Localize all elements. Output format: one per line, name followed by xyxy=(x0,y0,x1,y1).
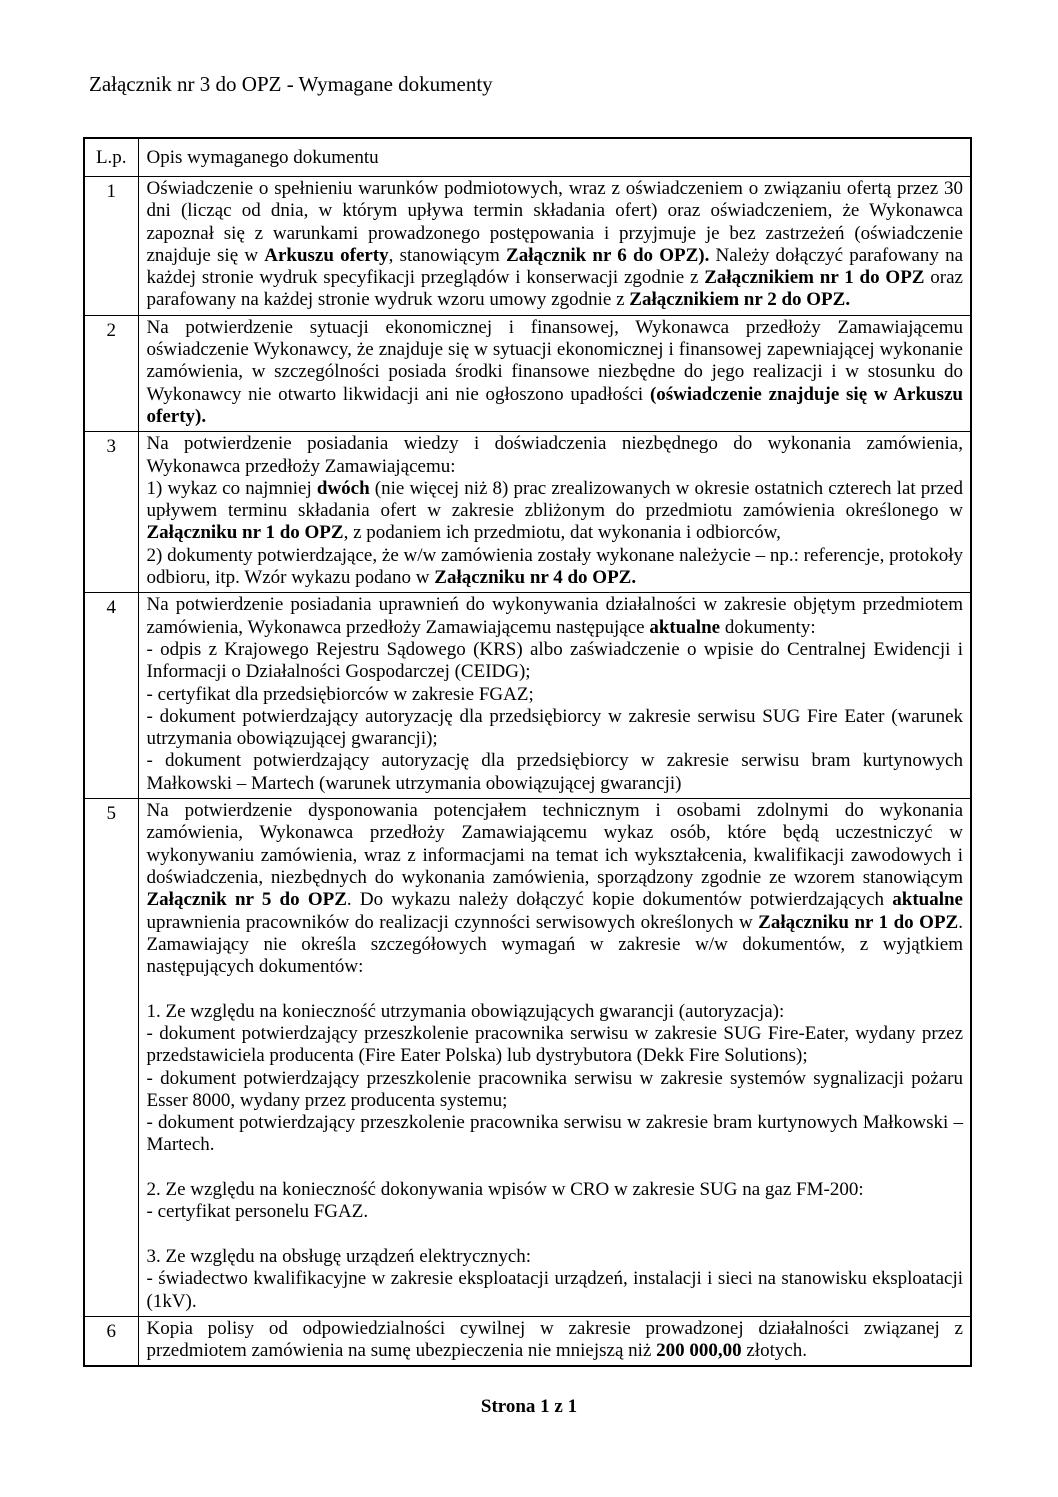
row-description xyxy=(138,593,971,799)
description-paragraph: Na potwierdzenie posiadania uprawnień do wykonywania działalności w zakresie objętym przedmiotem zamówienia, Wykonawca przedłoży Zamawiającemu następujące aktualne dokumenty: xyxy=(146,594,963,638)
blank-line xyxy=(147,1157,964,1179)
description-paragraph: Na potwierdzenie dysponowania potencjałem technicznym i osobami zdolnymi do wykonania zamówienia, Wykonawca przedłoży Zamawiającemu wykaz osób, które będą uczestniczyć w wykonywaniu zamówienia, wraz z informacjami na temat ich wykształcenia, kwalifikacji zawodowych i doświadczenia, niezbędnych do wykonania zamówienia, sporządzony zgodnie ze wzorem stanowiącym Załącznik nr 5 do OPZ. Do wykazu należy dołączyć kopie dokumentów potwierdzających aktualne uprawnienia pracowników do realizacji czynności serwisowych określonych w Załączniku nr 1 do OPZ. Zamawiający nie określa szczegółowych wymagań w zakresie w/w dokumentów, z wyjątkiem następujących dokumentów: xyxy=(146,800,963,978)
table-header-row xyxy=(84,138,971,177)
description-paragraph: - dokument potwierdzający przeszkolenie pracownika serwisu w zakresie SUG Fire-Eater, wydany przez przedstawiciela producenta (Fire Eater Polska) lub dystrybutora (Dekk Fire Solutions); xyxy=(146,1022,963,1067)
description-paragraph: 2. Ze względu na konieczność dokonywania wpisów w CRO w zakresie SUG na gaz FM-200: xyxy=(146,1179,864,1201)
blank-line xyxy=(147,1224,964,1246)
description-paragraph: - świadectwo kwalifikacyjne w zakresie eksploatacji urządzeń, instalacji i sieci na stanowisku eksploatacji (1kV). xyxy=(146,1268,963,1312)
row-number: 1 xyxy=(84,177,138,316)
row-number: 6 xyxy=(84,1316,138,1366)
row-description xyxy=(138,799,971,1317)
blank-line xyxy=(147,978,964,1000)
table-row xyxy=(84,1316,971,1366)
row-number: 3 xyxy=(84,432,138,593)
table-row xyxy=(84,799,971,1317)
table-body xyxy=(84,177,971,1367)
row-description xyxy=(138,1316,971,1366)
description-paragraph: Na potwierdzenie posiadania wiedzy i doświadczenia niezbędnego do wykonania zamówienia, Wykonawca przedłoży Zamawiającemu: xyxy=(146,433,963,477)
description-paragraph: Kopia polisy od odpowiedzialności cywilnej w zakresie prowadzonej działalności związanej z przedmiotem zamówienia na sumę ubezpieczenia nie mniejszą niż 200 000,00 złotych. xyxy=(146,1317,963,1362)
table-row xyxy=(84,315,971,431)
description-paragraph: 1) wykaz co najmniej dwóch (nie więcej niż 8) prac zrealizowanych w okresie ostatnich czterech lat przed upływem terminu składania ofert w zakresie zbliżonym do przedmiotu zamówienia określonego w Załączniku nr 1 do OPZ, z podaniem ich przedmiotu, dat wykonania i odbiorców, xyxy=(146,477,963,544)
description-paragraph: - dokument potwierdzający przeszkolenie pracownika serwisu w zakresie bram kurtynowych Małkowski – Martech. xyxy=(146,1112,963,1156)
description-paragraph: 1. Ze względu na konieczność utrzymania obowiązujących gwarancji (autoryzacja): xyxy=(146,1000,785,1022)
description-paragraph: - odpis z Krajowego Rejestru Sądowego (KRS) albo zaświadczenie o wpisie do Centralnej Ewidencji i Informacji o Działalności Gospodarczej (CEIDG); xyxy=(146,638,963,683)
column-header-description: Opis wymaganego dokumentu xyxy=(138,138,971,177)
table-row xyxy=(84,177,971,316)
document-title: Załącznik nr 3 do OPZ - Wymagane dokumenty xyxy=(89,72,493,96)
column-header-lp: L.p. xyxy=(84,138,138,177)
description-paragraph: - dokument potwierdzający autoryzację dla przedsiębiorcy w zakresie serwisu bram kurtynowych Małkowski – Martech (warunek utrzymania obowiązującej gwarancji) xyxy=(146,750,963,794)
description-paragraph: - certyfikat personelu FGAZ. xyxy=(146,1201,369,1223)
description-paragraph: Oświadczenie o spełnieniu warunków podmiotowych, wraz z oświadczeniem o związaniu ofertą przez 30 dni (licząc od dnia, w którym upływa termin składania ofert) oraz oświadczeniem, że Wykonawca zapoznał się z warunkami prowadzonego postępowania i przyjmuje je bez zastrzeżeń (oświadczenie znajduje się w Arkuszu oferty, stanowiącym Załącznik nr 6 do OPZ). Należy dołączyć parafowany na każdej stronie wydruk specyfikacji przeglądów i konserwacji zgodnie z Załącznikiem nr 1 do OPZ oraz parafowany na każdej stronie wydruk wzoru umowy zgodnie z Załącznikiem nr 2 do OPZ. xyxy=(146,178,963,311)
description-paragraph: - dokument potwierdzający autoryzację dla przedsiębiorcy w zakresie serwisu SUG Fire Eater (warunek utrzymania obowiązującej gwarancji); xyxy=(146,705,963,750)
description-paragraph: 3. Ze względu na obsługę urządzeń elektrycznych: xyxy=(146,1245,532,1267)
row-description xyxy=(138,315,971,431)
description-paragraph: - dokument potwierdzający przeszkolenie pracownika serwisu w zakresie systemów sygnalizacji pożaru Esser 8000, wydany przez producenta systemu; xyxy=(146,1067,963,1111)
description-paragraph: - certyfikat dla przedsiębiorców w zakresie FGAZ; xyxy=(146,683,534,705)
row-description xyxy=(138,432,971,593)
row-number: 2 xyxy=(84,315,138,431)
table-row xyxy=(84,593,971,799)
description-paragraph: Na potwierdzenie sytuacji ekonomicznej i finansowej, Wykonawca przedłoży Zamawiającemu oświadczenie Wykonawcy, że znajduje się w sytuacji ekonomicznej i finansowej zapewniającej wykonanie zamówienia, w szczególności posiada środki finansowe niezbędne do jego realizacji i w stosunku do Wykonawcy nie otwarto likwidacji ani nie ogłoszono upadłości (oświadczenie znajduje się w Arkuszu oferty). xyxy=(146,316,963,427)
required-documents-table xyxy=(83,137,972,1367)
table-row xyxy=(84,432,971,593)
row-number: 5 xyxy=(84,799,138,1317)
description-paragraph: 2) dokumenty potwierdzające, że w/w zamówienia zostały wykonane należycie – np.: referencje, protokoły odbioru, itp. Wzór wykazu podano w Załączniku nr 4 do OPZ. xyxy=(146,544,963,589)
row-description xyxy=(138,177,971,316)
row-number: 4 xyxy=(84,593,138,799)
page-number: Strona 1 z 1 xyxy=(480,1396,578,1417)
